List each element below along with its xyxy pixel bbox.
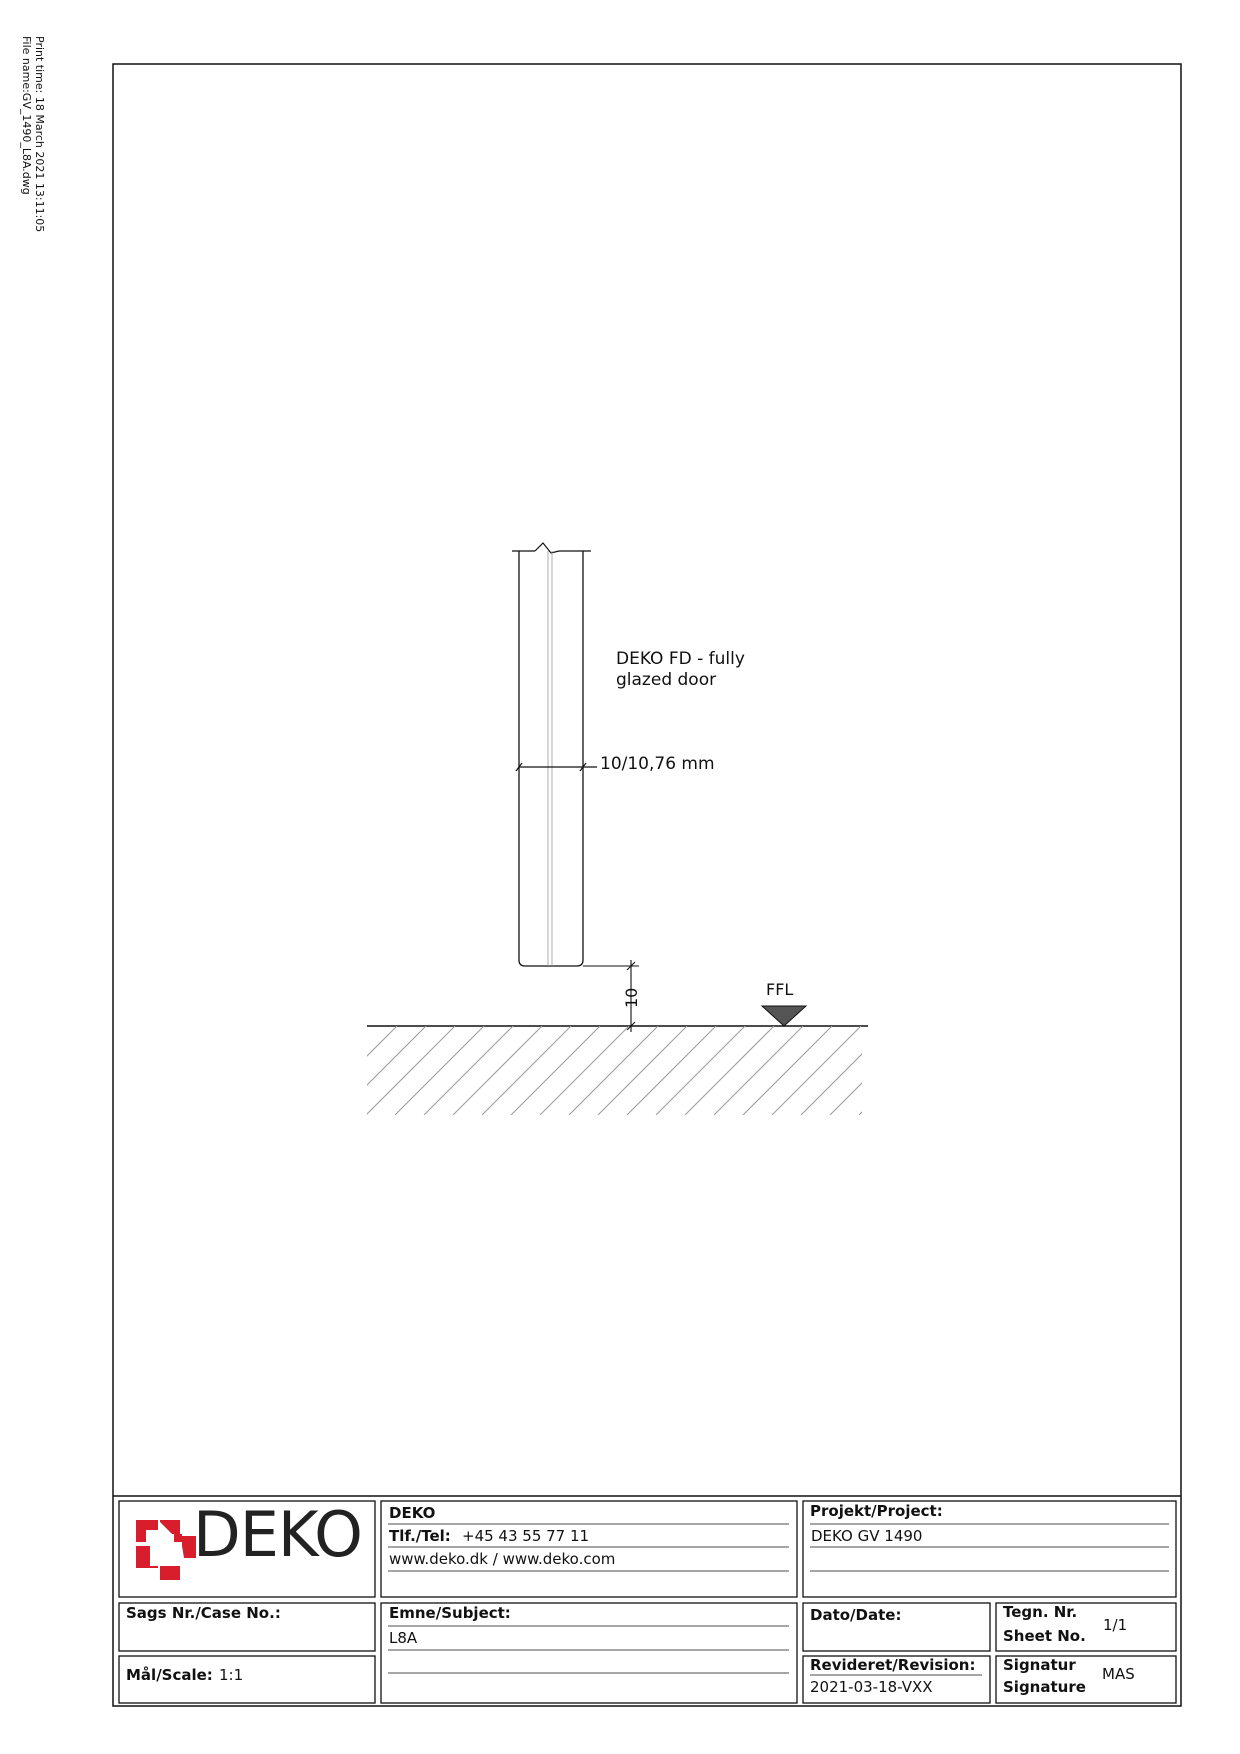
signature-label-2: Signature: [1003, 1678, 1086, 1696]
company-web: www.deko.dk / www.deko.com: [389, 1550, 616, 1568]
tel-label: Tlf./Tel:: [389, 1527, 451, 1545]
door-label: DEKO FD - fully glazed door: [616, 649, 745, 690]
tel-value: +45 43 55 77 11: [462, 1527, 590, 1545]
hatch-line: [598, 1026, 687, 1115]
sheet-label-1: Tegn. Nr.: [1003, 1603, 1078, 1621]
hatch-line: [859, 1026, 948, 1115]
hatch-line: [772, 1026, 861, 1115]
hatch-line: [801, 1026, 890, 1115]
signature-label-1: Signatur: [1003, 1656, 1076, 1674]
hatch-line: [453, 1026, 542, 1115]
hatch-line: [569, 1026, 658, 1115]
hatch-line: [366, 1026, 455, 1115]
deko-logo-mark: [136, 1520, 196, 1580]
hatch-line: [714, 1026, 803, 1115]
hatch-line: [540, 1026, 629, 1115]
thickness-dimension-text: 10/10,76 mm: [600, 754, 715, 774]
case-label: Sags Nr./Case No.:: [126, 1604, 281, 1622]
hatch-line: [830, 1026, 919, 1115]
door-section: [512, 543, 591, 966]
scale-label: Mål/Scale:: [126, 1666, 213, 1684]
hatch-line: [685, 1026, 774, 1115]
revision-value: 2021-03-18-VXX: [810, 1678, 933, 1696]
print-time: Print time: 18 March 2021 13:11:05: [33, 36, 46, 233]
ffl-marker: [762, 1006, 806, 1026]
break-symbol: [535, 543, 559, 553]
deko-logo: [118, 1500, 372, 1590]
hatch-line: [743, 1026, 832, 1115]
hatch-line: [424, 1026, 513, 1115]
company-name: DEKO: [389, 1504, 436, 1522]
project-label: Projekt/Project:: [810, 1502, 943, 1520]
hatch-line: [308, 1026, 397, 1115]
hatch-line: [656, 1026, 745, 1115]
sheet-border: [113, 64, 1181, 1706]
subject-label: Emne/Subject:: [389, 1604, 511, 1622]
gap-dimension-text: 10: [622, 987, 641, 1008]
hatch-line: [482, 1026, 571, 1115]
hatch-line: [395, 1026, 484, 1115]
sheet-label-2: Sheet No.: [1003, 1627, 1086, 1645]
hatch-line: [511, 1026, 600, 1115]
thickness-dimension: [516, 763, 597, 771]
file-name: File name:GV_1490_L8A.dwg: [20, 36, 33, 195]
scale-value: 1:1: [219, 1666, 244, 1684]
signature-value: MAS: [1102, 1665, 1135, 1683]
sheet-value: 1/1: [1103, 1616, 1128, 1634]
ffl-label: FFL: [766, 980, 794, 999]
glass-pane-outline: [519, 551, 583, 966]
deko-logo-text: DEKO: [193, 1498, 362, 1571]
hatch-line: [627, 1026, 716, 1115]
subject-value: L8A: [389, 1629, 418, 1647]
project-value: DEKO GV 1490: [811, 1527, 923, 1545]
hatch-line: [337, 1026, 426, 1115]
date-label: Dato/Date:: [810, 1606, 902, 1624]
revision-label: Revideret/Revision:: [810, 1656, 976, 1674]
floor-hatch: [308, 1026, 948, 1115]
